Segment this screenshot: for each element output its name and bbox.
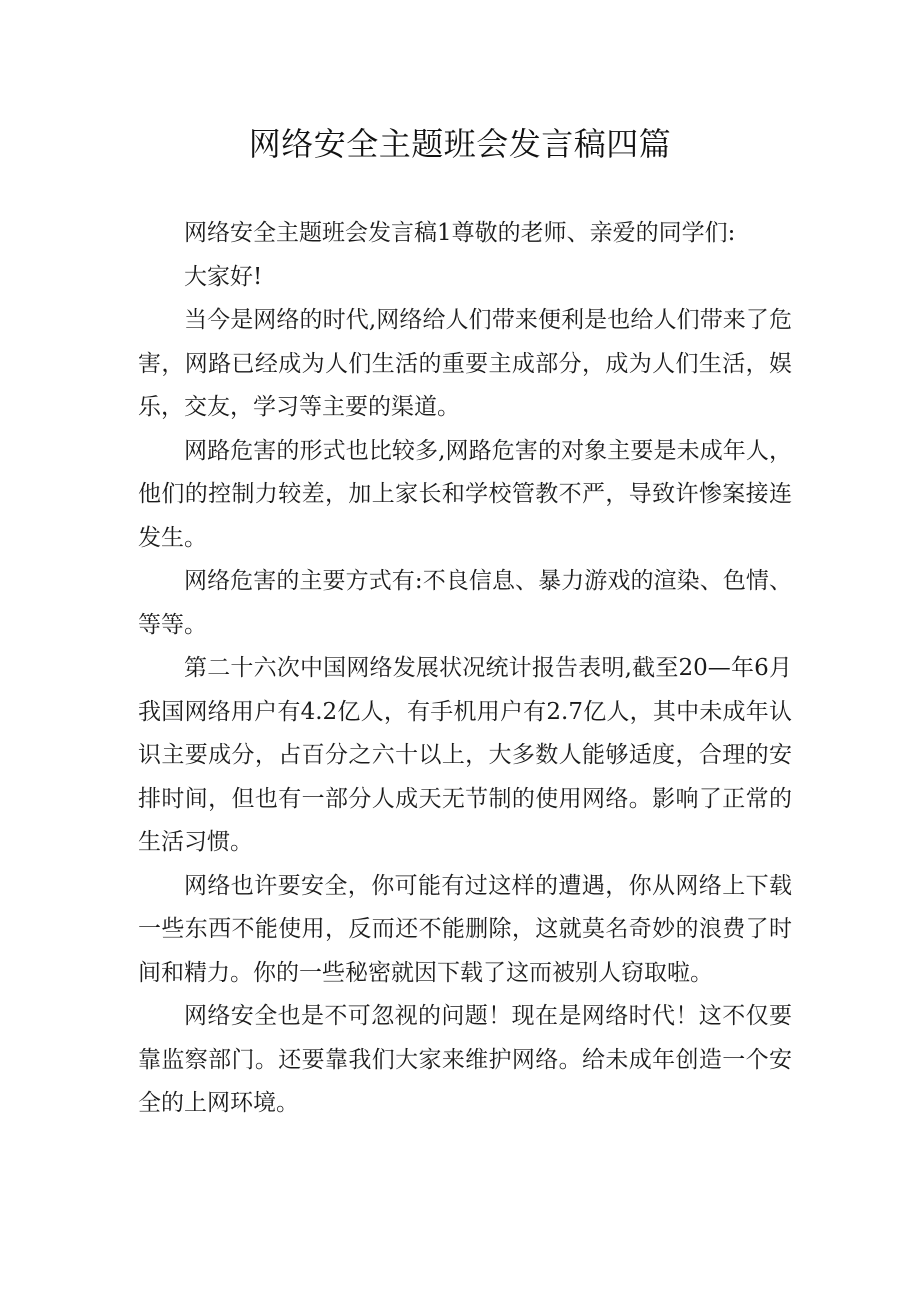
paragraph-conclusion: 网络安全也是不可忽视的问题！现在是网络时代！这不仅要靠监察部门。还要靠我们大家来维护网络。给未成年创造一个安全的上网环境。 [138, 1003, 792, 1116]
document-body [138, 212, 792, 1126]
paragraph-download-risk: 网络也许要安全，你可能有过这样的遭遇，你从网络上下载一些东西不能使用，反而还不能删除，这就莫名奇妙的浪费了时间和精力。你的一些秘密就因下载了这而被别人窃取啦。 [138, 872, 792, 986]
document-title: 网络安全主题班会发言稿四篇 [248, 125, 672, 163]
paragraph-network-era: 当今是网络的时代,网络给人们带来便利是也给人们带来了危害，网路已经成为人们生活的重要主成部分，成为人们生活，娱乐，交友，学习等主要的渠道。 [138, 307, 792, 420]
paragraph-greeting-line: 网络安全主题班会发言稿1尊敬的老师、亲爱的同学们: [184, 220, 736, 246]
paragraph-statistics-report: 第二十六次中国网络发展状况统计报告表明,截至20—年6月我国网络用户有4.2亿人，有手机用户有2.7亿人，其中未成年认识主要成分，占百分之六十以上，大多数人能够适度，合理的安排时间，但也有一部分人成天无节制的使用网络。影响了正常的生活习惯。 [138, 655, 792, 855]
paragraph-hello: 大家好! [184, 263, 263, 290]
paragraph-harm-forms: 网路危害的形式也比较多,网路危害的对象主要是未成年人，他们的控制力较差，加上家长和学校管教不严，导致许惨案接连发生。 [138, 437, 792, 551]
paragraph-harm-methods: 网络危害的主要方式有:不良信息、暴力游戏的渲染、色情、等等。 [138, 568, 792, 638]
